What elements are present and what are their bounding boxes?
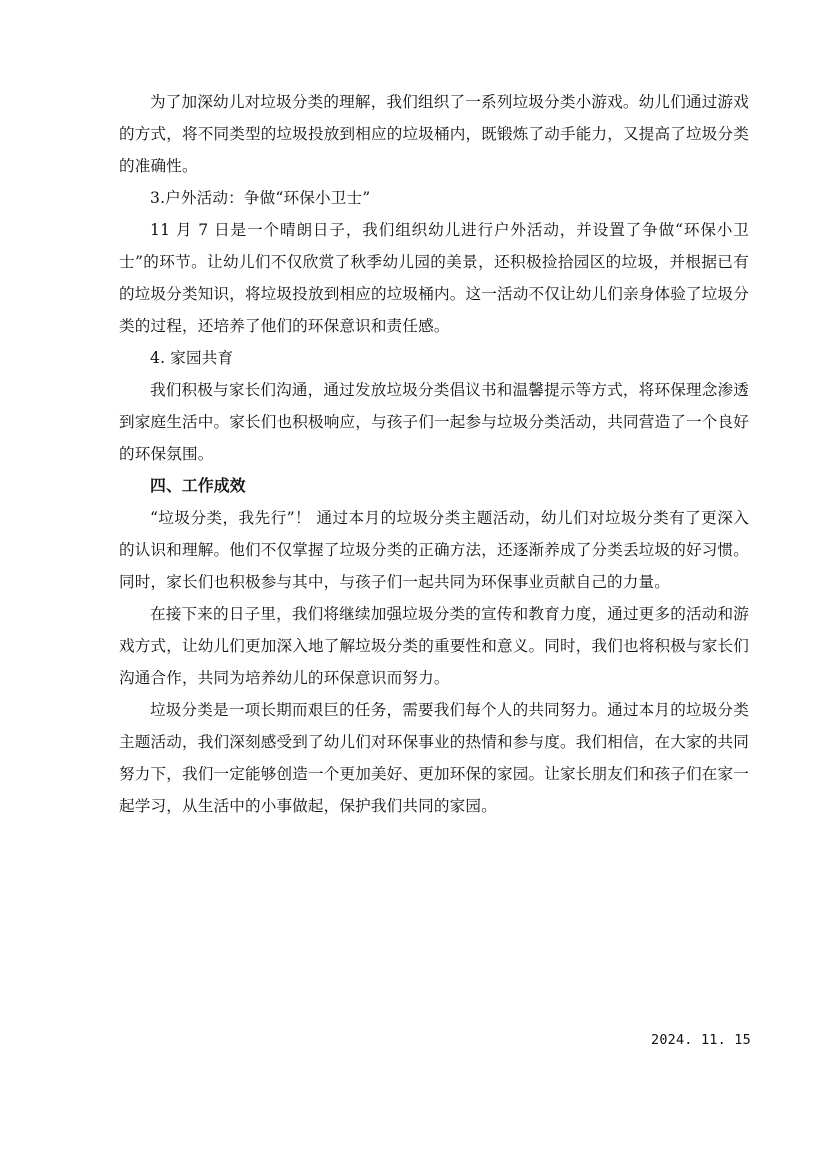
subheading-home-school: 4. 家园共育 bbox=[150, 349, 234, 367]
document-date: 2024. 11. 15 bbox=[651, 1032, 751, 1048]
section-heading-results: 四、工作成效 bbox=[150, 476, 246, 495]
paragraph-outdoor-activity: 11 月 7 日是一个晴朗日子，我们组织幼儿进行户外活动，并设置了争做“环保小卫士”的环节。让幼儿们不仅欣赏了秋季幼儿园的美景，还积极捡拾园区的垃圾，并根据已有的垃圾分类知识，将垃圾投放到相应的垃圾桶内。这一活动不仅让幼儿们亲身体验了垃圾分类的过程，还培养了他们的环保意识和责任感。 bbox=[119, 221, 749, 335]
paragraph-home-school: 我们积极与家长们沟通，通过发放垃圾分类倡议书和温馨提示等方式，将环保理念渗透到家庭生活中。家长们也积极响应，与孩子们一起参与垃圾分类活动，共同营造了一个良好的环保氛围。 bbox=[119, 381, 749, 463]
subheading-outdoor-activity: 3.户外活动：争做“环保小卫士” bbox=[150, 189, 371, 207]
document-body bbox=[119, 86, 749, 822]
paragraph-conclusion: 垃圾分类是一项长期而艰巨的任务，需要我们每个人的共同努力。通过本月的垃圾分类主题活动，我们深刻感受到了幼儿们对环保事业的热情和参与度。我们相信，在大家的共同努力下，我们一定能够创造一个更加美好、更加环保的家园。让家长朋友们和孩子们在家一起学习，从生活中的小事做起，保护我们共同的家园。 bbox=[119, 701, 749, 815]
paragraph-results: “垃圾分类，我先行”！ 通过本月的垃圾分类主题活动，幼儿们对垃圾分类有了更深入的认识和理解。他们不仅掌握了垃圾分类的正确方法，还逐渐养成了分类丢垃圾的好习惯。同时，家长们也积极参与其中，与孩子们一起共同为环保事业贡献自己的力量。 bbox=[119, 509, 749, 591]
paragraph-future-plans: 在接下来的日子里，我们将继续加强垃圾分类的宣传和教育力度，通过更多的活动和游戏方式，让幼儿们更加深入地了解垃圾分类的重要性和意义。同时，我们也将积极与家长们沟通合作，共同为培养幼儿的环保意识而努力。 bbox=[119, 605, 749, 687]
paragraph-garbage-games: 为了加深幼儿对垃圾分类的理解，我们组织了一系列垃圾分类小游戏。幼儿们通过游戏的方式，将不同类型的垃圾投放到相应的垃圾桶内，既锻炼了动手能力，又提高了垃圾分类的准确性。 bbox=[119, 93, 749, 175]
